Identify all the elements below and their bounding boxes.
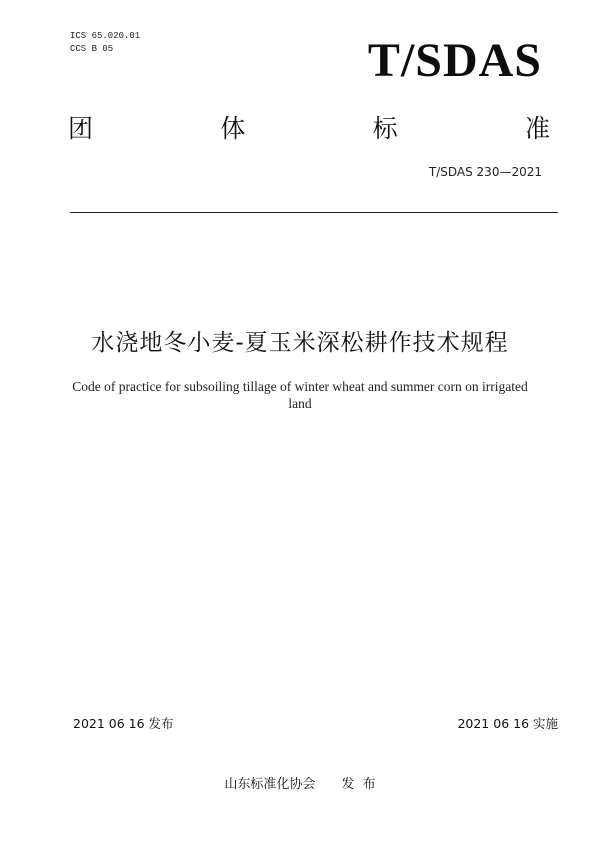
standard-type-heading: [68, 114, 550, 144]
title-chinese: 水浇地冬小麦-夏玉米深松耕作技术规程: [91, 330, 509, 356]
ics-code: ICS 65.020.01: [70, 31, 141, 41]
classification-codes: [70, 30, 140, 56]
publish-date: 2021 06 16 发布: [73, 716, 174, 731]
issuer-action: 发 布: [341, 777, 376, 792]
title-english: Code of practice for subsoiling tillage of winter wheat and summer corn on irrigated land: [72, 379, 528, 411]
standard-logo: T/SDAS: [367, 34, 542, 87]
implement-date: 2021 06 16 实施: [457, 716, 558, 731]
standard-type-char: 体: [220, 114, 246, 143]
standard-number: T/SDAS 230—2021: [428, 165, 542, 179]
standard-type-char: 标: [372, 114, 398, 143]
issuer-line: [0, 776, 600, 794]
standard-type-char: 团: [68, 114, 94, 143]
standard-type-char: 准: [524, 114, 550, 143]
ccs-code: CCS B 05: [70, 44, 114, 54]
issuer-org: 山东标准化协会: [224, 777, 316, 792]
header-divider: [70, 212, 558, 213]
